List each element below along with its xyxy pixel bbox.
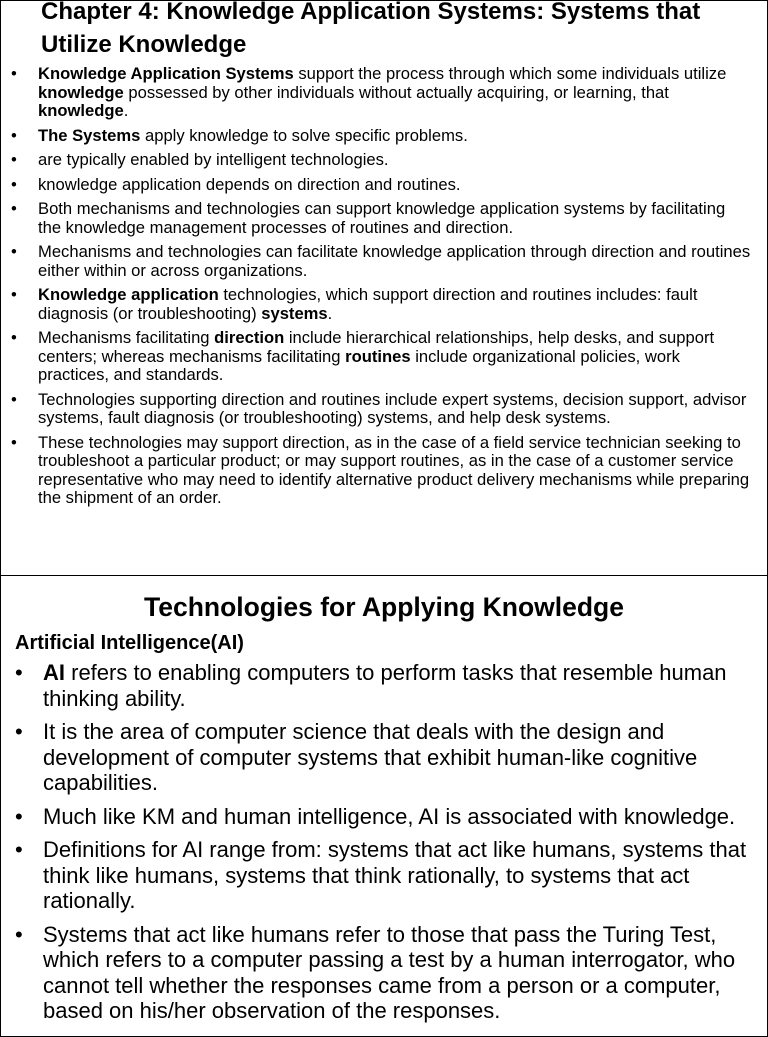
slide-title: Technologies for Applying Knowledge — [144, 592, 624, 622]
list-item: • Definitions for AI range from: systems that act like humans, systems that think like humans, systems that think rationally, to systems that act rationally. — [15, 837, 757, 914]
list-item: • It is the area of computer science that deals with the design and development of computer systems that exhibit human-like cognitive capabilities. — [15, 719, 757, 796]
slide-title: Chapter 4: Knowledge Application Systems: Systems that Utilize Knowledge — [41, 0, 701, 58]
list-item: • Knowledge Application Systems support the process through which some individuals utilize knowledge possessed by other individuals without actually acquiring, or learning, that knowledge. — [11, 65, 751, 121]
list-item: • These technologies may support direction, as in the case of a field service technician seeking to troubleshoot a particular product; or may support routines, as in the case of a customer service representative who may need to identify alternative product delivery mechanisms while preparing the shipment of an order. — [11, 434, 751, 508]
list-item: • Both mechanisms and technologies can support knowledge application systems by facilitating the knowledge management processes of routines and direction. — [11, 200, 751, 237]
list-item: • knowledge application depends on direction and routines. — [11, 176, 751, 195]
list-item: • Systems that act like humans refer to those that pass the Turing Test, which refers to a computer passing a test by a human interrogator, who cannot tell whether the responses came from a person or a computer, based on his/her observation of the responses. — [15, 922, 757, 1024]
list-item: • are typically enabled by intelligent technologies. — [11, 151, 751, 170]
bullet-list — [11, 65, 751, 514]
slide-subtitle: Artificial Intelligence(AI) — [15, 632, 244, 654]
list-item: • Knowledge application technologies, which support direction and routines includes: fault diagnosis (or troubleshooting) systems. — [11, 286, 751, 323]
list-item: • The Systems apply knowledge to solve specific problems. — [11, 127, 751, 146]
list-item: • AI refers to enabling computers to perform tasks that resemble human thinking ability. — [15, 660, 757, 711]
list-item: • Much like KM and human intelligence, AI is associated with knowledge. — [15, 804, 757, 830]
list-item: • Mechanisms facilitating direction include hierarchical relationships, help desks, and support centers; whereas mechanisms facilitating routines include organizational policies, work practices, and standards. — [11, 329, 751, 385]
list-item: • Mechanisms and technologies can facilitate knowledge application through direction and routines either within or across organizations. — [11, 243, 751, 280]
bullet-list — [15, 660, 757, 1024]
slide-technologies — [0, 575, 768, 1037]
list-item: • Technologies supporting direction and routines include expert systems, decision support, advisor systems, fault diagnosis (or troubleshooting) systems, and help desk systems. — [11, 391, 751, 428]
